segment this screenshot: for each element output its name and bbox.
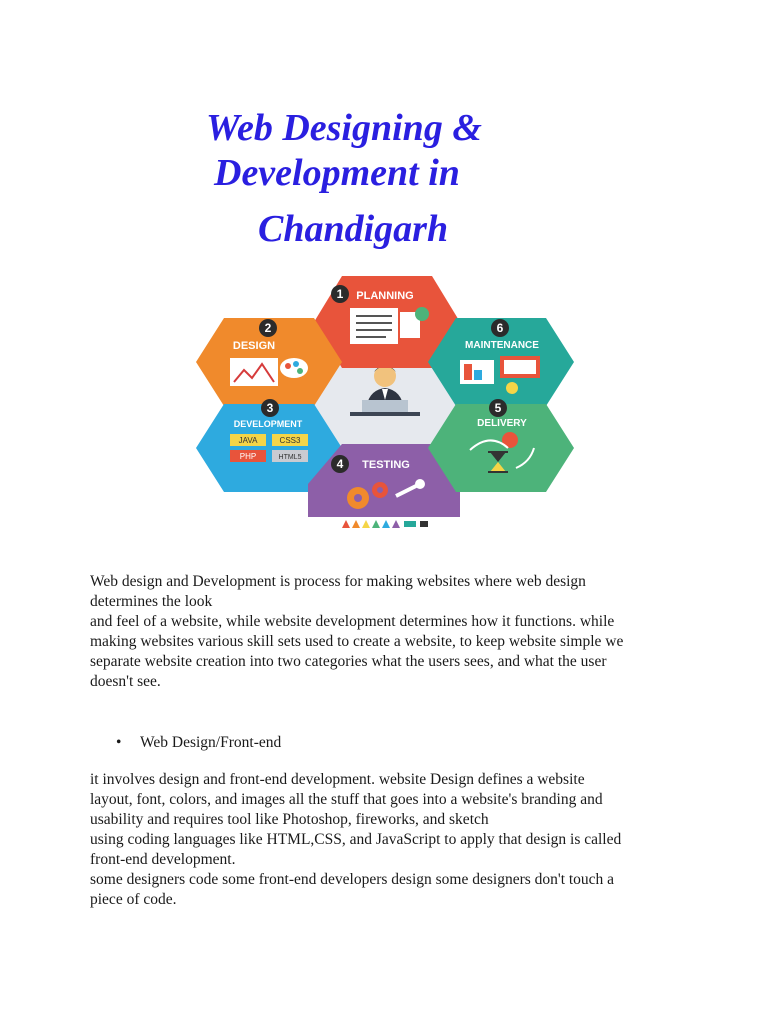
paragraph-line: some designers code some front-end developers design some designers don't touch a bbox=[90, 871, 615, 888]
step-label-design: DESIGN bbox=[232, 340, 276, 352]
paragraph-line: using coding languages like HTML,CSS, and JavaScript to apply that design is called bbox=[90, 831, 622, 848]
bullet-list-item bbox=[116, 733, 281, 753]
step-label-development: DEVELOPMENT bbox=[233, 419, 303, 429]
bullet-icon: • bbox=[116, 734, 122, 751]
page-title-line-1: Web Designing & bbox=[206, 107, 482, 149]
paragraph-line: doesn't see. bbox=[90, 673, 161, 690]
paragraph-line: determines the look bbox=[90, 593, 213, 610]
paragraph-line: layout, font, colors, and images all the stuff that goes into a website's branding and bbox=[90, 791, 603, 808]
step-number: 4 bbox=[336, 457, 344, 471]
page-title-line-2: Development in bbox=[214, 152, 460, 194]
paragraph-line: making websites various skill sets used to create a website, to keep website simple we bbox=[90, 633, 624, 650]
intro-paragraph bbox=[90, 572, 680, 692]
step-number: 3 bbox=[266, 401, 274, 415]
process-hexagon-diagram bbox=[190, 272, 580, 537]
paragraph-line: separate website creation into two categories what the users sees, and what the user bbox=[90, 653, 607, 670]
process-infographic bbox=[190, 272, 580, 537]
paragraph-line: Web design and Development is process for making websites where web design bbox=[90, 573, 586, 590]
paragraph-line: piece of code. bbox=[90, 891, 177, 908]
paragraph-line: front-end development. bbox=[90, 851, 236, 868]
language-tag-label: JAVA bbox=[238, 436, 258, 445]
step-number: 2 bbox=[264, 321, 272, 335]
bullet-text: Web Design/Front-end bbox=[140, 734, 282, 751]
language-tag-label: HTML5 bbox=[278, 454, 302, 461]
paragraph-line: usability and requires tool like Photoshop, fireworks, and sketch bbox=[90, 811, 489, 828]
color-swatch-strip bbox=[342, 520, 428, 528]
language-tag-label: CSS3 bbox=[279, 436, 301, 445]
language-tag-label: PHP bbox=[239, 452, 257, 461]
step-number: 6 bbox=[496, 321, 504, 335]
step-number: 5 bbox=[494, 401, 502, 415]
paragraph-line: and feel of a website, while website development determines how it functions. while bbox=[90, 613, 615, 630]
step-label-planning: PLANNING bbox=[356, 290, 414, 302]
step-label-testing: TESTING bbox=[362, 459, 410, 471]
step-number: 1 bbox=[336, 287, 344, 301]
paragraph-line: it involves design and front-end development. website Design defines a website bbox=[90, 771, 585, 788]
step-label-delivery: DELIVERY bbox=[477, 418, 527, 429]
page-title-line-3: Chandigarh bbox=[258, 208, 449, 250]
frontend-paragraph bbox=[90, 770, 680, 910]
step-label-maintenance: MAINTENANCE bbox=[465, 340, 539, 351]
